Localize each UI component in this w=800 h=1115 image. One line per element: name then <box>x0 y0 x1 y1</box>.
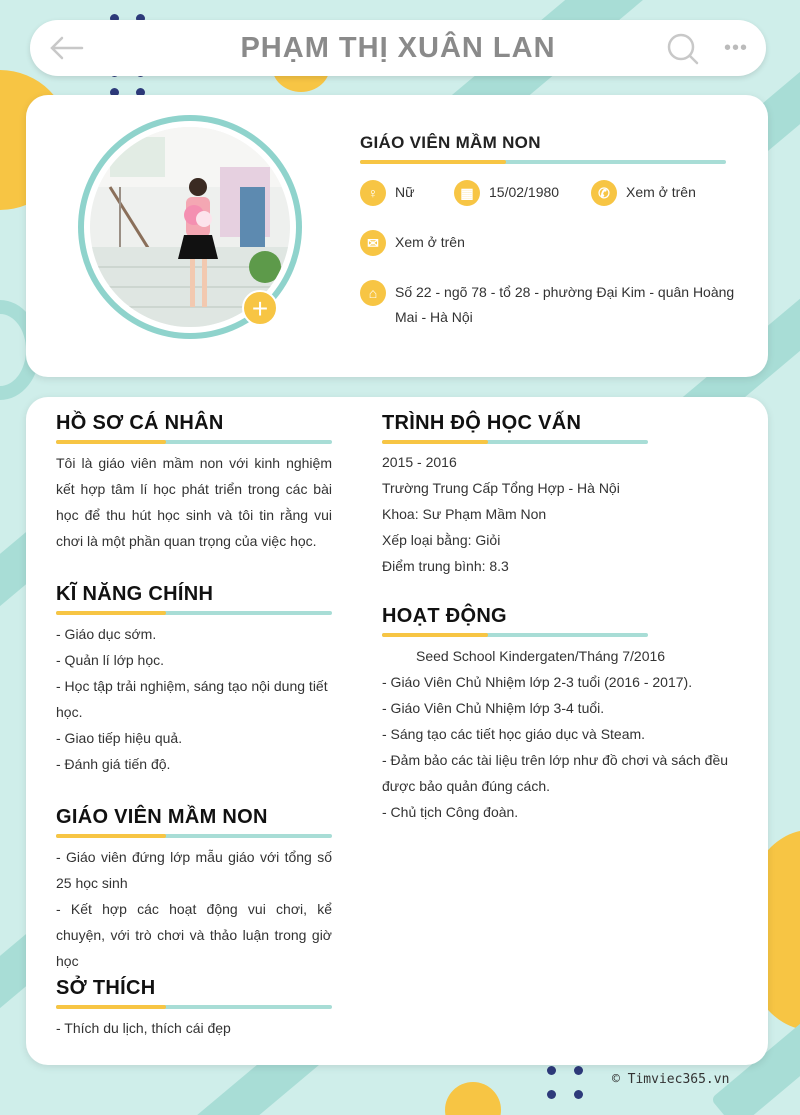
list-item: Trường Trung Cấp Tổng Hợp - Hà Nội <box>382 480 620 496</box>
list-item: 2015 - 2016 <box>382 454 457 470</box>
navy-dot <box>547 1090 556 1099</box>
gender-value: Nữ <box>395 184 415 200</box>
list-item: - Giáo Viên Chủ Nhiệm lớp 2-3 tuổi (2016 - 2017). <box>382 674 693 690</box>
list-item: - Đánh giá tiến độ. <box>56 756 171 772</box>
birthday-value: 15/02/1980 <box>489 184 560 200</box>
section-underline <box>382 633 648 637</box>
phone-icon: ✆ <box>591 180 617 206</box>
navy-dot <box>574 1066 583 1075</box>
section-underline <box>56 834 332 838</box>
navy-dot <box>547 1066 556 1075</box>
list-item: - Quản lí lớp học. <box>56 652 165 668</box>
home-icon: ⌂ <box>360 280 386 306</box>
footer-credit: © Timviec365.vn <box>612 1072 730 1087</box>
section-title-hobbies: SỞ THÍCH <box>56 977 156 999</box>
list-item: - Giáo dục sớm. <box>56 626 157 642</box>
activities-list <box>382 643 742 825</box>
more-dots-icon[interactable]: ••• <box>724 37 749 59</box>
list-item: - Sáng tạo các tiết học giáo dục và Steam. <box>382 726 646 742</box>
list-item: Xếp loại bằng: Giỏi <box>382 532 501 548</box>
resume-content-card <box>26 397 768 1065</box>
section-underline <box>56 1005 332 1009</box>
title-underline <box>360 160 726 164</box>
section-title-education: TRÌNH ĐỘ HỌC VẤN <box>382 412 582 434</box>
add-photo-button[interactable]: + <box>242 290 278 326</box>
list-item: - Kết hợp các hoạt động vui chơi, kể chuyện, với trò chơi và thảo luận trong giờ học <box>56 901 332 969</box>
teacher-list <box>56 844 332 974</box>
calendar-icon: ▦ <box>454 180 480 206</box>
job-title: GIÁO VIÊN MẦM NON <box>360 133 541 152</box>
section-underline <box>56 611 332 615</box>
list-item: - Giao tiếp hiệu quả. <box>56 730 183 746</box>
list-item: - Giáo viên đứng lớp mẫu giáo với tổng số 25 học sinh <box>56 849 332 891</box>
arrow-left-icon[interactable] <box>48 34 84 62</box>
section-underline <box>56 440 332 444</box>
section-underline <box>382 440 648 444</box>
section-title-profile: HỒ SƠ CÁ NHÂN <box>56 412 224 434</box>
section-title-skills: KĨ NĂNG CHÍNH <box>56 583 214 605</box>
activities-heading: Seed School Kindergaten/Tháng 7/2016 <box>416 648 666 664</box>
list-item: - Đảm bảo các tài liệu trên lớp như đồ chơi và sách đều được bảo quản đúng cách. <box>382 752 729 794</box>
email-value: Xem ở trên <box>395 234 465 250</box>
search-icon[interactable] <box>666 32 700 66</box>
yellow-circle-bottom-decoration <box>445 1082 501 1115</box>
phone-value: Xem ở trên <box>626 184 696 200</box>
section-title-teacher: GIÁO VIÊN MẦM NON <box>56 806 268 828</box>
list-item: - Giáo Viên Chủ Nhiệm lớp 3-4 tuổi. <box>382 700 605 716</box>
list-item: - Chủ tịch Công đoàn. <box>382 804 519 820</box>
hobbies-list <box>56 1015 332 1041</box>
education-details <box>382 449 738 579</box>
section-title-activities: HOẠT ĐỘNG <box>382 605 507 627</box>
mail-icon: ✉ <box>360 230 386 256</box>
list-item: Khoa: Sư Phạm Mầm Non <box>382 506 547 522</box>
list-item: - Thích du lịch, thích cái đẹp <box>56 1020 231 1036</box>
profile-card <box>26 95 768 377</box>
profile-summary-text: Tôi là giáo viên mầm non với kinh nghiệm kết hợp tâm lí học phát triển trong các bài học để thu hút học sinh và tôi tin rằng vui chơi là một phần quan trọng của việc học. <box>56 455 332 549</box>
header-bar <box>30 20 766 76</box>
page-title: PHẠM THỊ XUÂN LAN <box>240 31 556 64</box>
navy-dot <box>574 1090 583 1099</box>
skills-list <box>56 621 332 777</box>
gender-icon: ♀ <box>360 180 386 206</box>
list-item: - Học tập trải nghiệm, sáng tạo nội dung tiết học. <box>56 678 328 720</box>
list-item: Điểm trung bình: 8.3 <box>382 558 509 574</box>
address-value: Số 22 - ngõ 78 - tổ 28 - phường Đại Kim - quân Hoàng Mai - Hà Nội <box>395 284 735 325</box>
